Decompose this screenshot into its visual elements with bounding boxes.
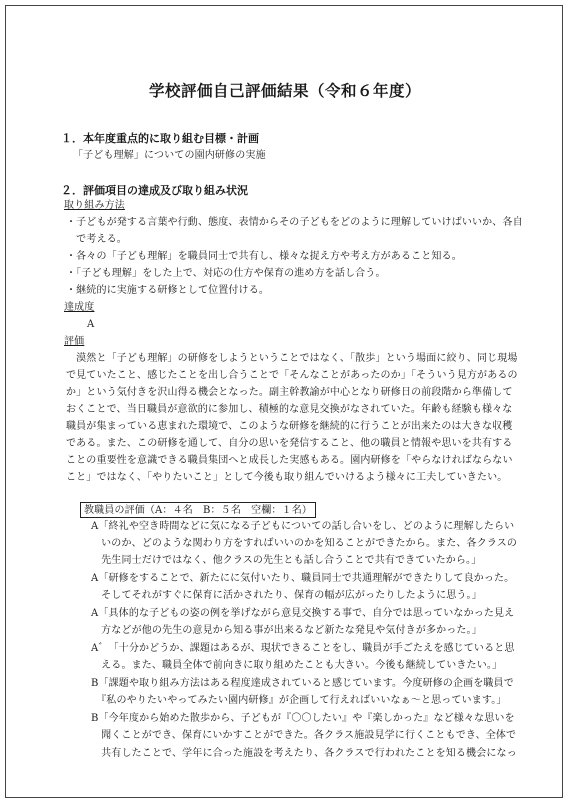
staff-comment-line: 先生同士だけではなく、他クラスの先生とも話し合うことで共有できていたから。」 bbox=[91, 555, 482, 566]
section1-body: 「子ども理解」についての園内研修の実施 bbox=[73, 150, 266, 161]
method-line: ・継続的に実施する研修として位置付ける。 bbox=[66, 285, 269, 296]
evaluation-line: 職員が集まっている恵まれた環境で、このような研修を継続的に行うことが出来たのは大きな収穫 bbox=[66, 421, 513, 432]
achievement-value: A bbox=[87, 319, 95, 330]
section1-heading: １．本年度重点的に取り組む目標・計画 bbox=[61, 132, 259, 145]
staff-comment-line: そしてそれがすぐに保育に活かされたり、保育の幅が広がったりしたように思う。」 bbox=[91, 590, 482, 601]
staff-evaluation-label: 教職員の評価（A：４名 B：５名 空欄：１名） bbox=[84, 505, 313, 516]
staff-comment-line: A「研修をすることで、新たにに気付いたり、職員同士で共通理解ができたりして良かった。 bbox=[91, 573, 515, 584]
evaluation-line: こと」ではなく、「やりたいこと」として今後も取り組んでいけるよう様々に工夫していきたい。 bbox=[66, 472, 508, 483]
evaluation-label: 評価 bbox=[64, 336, 85, 347]
staff-comment-line: 『私のやりたいやってみたい園内研修』が企画して行えればいいなぁ～と思っています。」 bbox=[91, 695, 507, 706]
evaluation-line: おくことで、当日職員が意欲的に参加し、積極的な意見交換がなされていた。年齢も経験も様々な bbox=[66, 404, 513, 415]
evaluation-line: で見ていたこと、感じたことを出し合うことで「そんなことがあったのか」「そういう見方があるの bbox=[66, 370, 518, 381]
staff-comment-line: 共有したことで、学年に合った施設を考えたり、各クラスで行われたことを知る機会になっ bbox=[91, 748, 517, 759]
staff-comment-line: 聞くことができ、保育にいかすことができた。各クラス施設見学に行くこともでき、全体で bbox=[91, 730, 517, 741]
evaluation-line: である。また、この研修を通して、自分の思いを発信すること、他の職員と情報や思いを共有する bbox=[66, 438, 513, 449]
evaluation-line: か」という気付きを沢山得る機会となった。副主幹教諭が中心となり研修日の前段階から準備して bbox=[66, 387, 513, 398]
method-label: 取り組み方法 bbox=[64, 200, 125, 211]
section2-heading: ２．評価項目の達成及び取り組み状況 bbox=[61, 184, 248, 197]
staff-comment-line: A「終礼や空き時間などに気になる子どもについての話し合いをし、どのように理解したらい bbox=[91, 521, 515, 532]
staff-comment-line: A「具体的な子どもの姿の例を挙げながら意見交換する事で、自分では思っていなかった見え bbox=[91, 608, 515, 619]
document-title: 学校評価自己評価結果（令和６年度） bbox=[148, 82, 421, 100]
staff-comment-line: B「課題や取り組み方法はある程度達成されていると感じています。今度研修の企画を職員で bbox=[91, 678, 514, 689]
method-line: ・子どもが発する言葉や行動、態度、表情からその子どもをどのように理解していけばいいか、各自 bbox=[66, 217, 523, 228]
achievement-label: 達成度 bbox=[64, 302, 95, 313]
staff-comment-line: いのか、どのような関わり方をすればいいのかを知ることができたから。また、各クラスの bbox=[91, 538, 517, 549]
staff-comment-line: B「今年度から始めた散歩から、子どもが『〇〇したい』や『楽しかった』など様々な思いを bbox=[91, 713, 515, 724]
method-line: ・各々の「子ども理解」を職員同士で共有し、様々な捉え方や考え方があること知る。 bbox=[66, 251, 462, 262]
evaluation-line: ことの重要性を意識できる職員集団へと成長した実感もある。園内研修を「やらなければならない bbox=[66, 455, 513, 466]
method-line: ・「子ども理解」をした上で、対応の仕方や保育の進め方を話し合う。 bbox=[66, 268, 386, 279]
staff-comment-line: える。また、職員全体で前向きに取り組めたことも大きい。今後も継続していきたい。」 bbox=[91, 660, 503, 671]
staff-comment-line: A゛「十分かどうか、課題はあるが、現状できることをし、職員が手ごたえを感じていると思 bbox=[91, 643, 515, 654]
staff-comment-line: 方などが他の先生の意見から知る事が出来るなど新たな発見や気付きが多かった。」 bbox=[91, 625, 482, 636]
method-line: で考える。 bbox=[66, 234, 127, 245]
evaluation-line: 漠然と「子ども理解」の研修をしようということではなく、「散歩」という場面に絞り、同じ現場 bbox=[66, 353, 518, 364]
